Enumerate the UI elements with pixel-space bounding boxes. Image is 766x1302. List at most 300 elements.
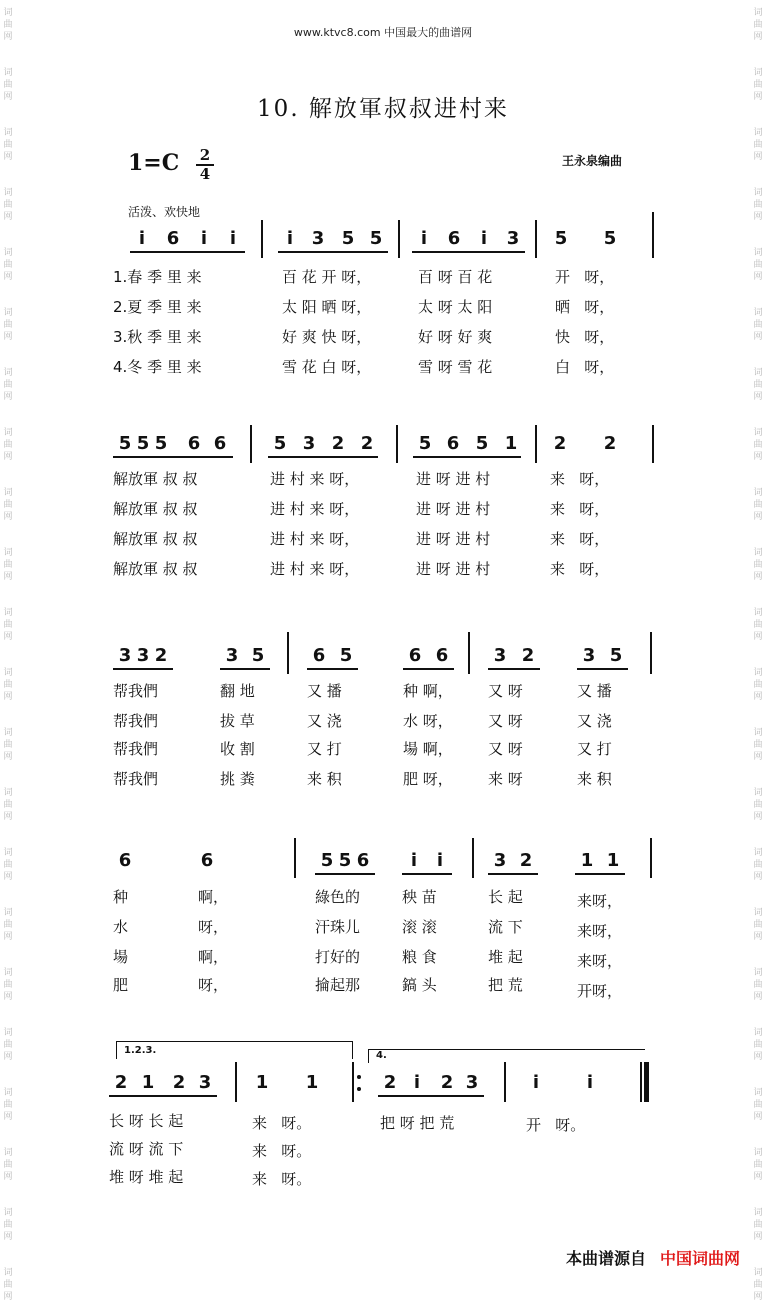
side-watermark-char: 曲 <box>753 620 763 630</box>
side-watermark-char: 网 <box>753 392 763 402</box>
side-watermark-char: 词 <box>753 848 763 858</box>
side-watermark-char: 词 <box>753 8 763 18</box>
lyric: 百 呀 百 花 <box>418 268 493 286</box>
side-watermark-char: 网 <box>3 632 13 642</box>
side-watermark-char: 词 <box>753 1268 763 1278</box>
lyric: 来 呀， <box>550 470 610 488</box>
side-watermark-char: 曲 <box>3 500 13 510</box>
lyric: 长 呀 长 起 <box>109 1112 184 1130</box>
lyric: 滚 滚 <box>402 918 437 936</box>
side-watermark-char: 网 <box>753 932 763 942</box>
side-watermark-char: 曲 <box>753 380 763 390</box>
lyric: 翻 地 <box>220 682 255 700</box>
note: i <box>229 228 237 249</box>
lyric: 又 打 <box>577 740 612 758</box>
side-watermark-char: 网 <box>753 1292 763 1302</box>
side-watermark-char: 曲 <box>753 740 763 750</box>
lyric: 堆 起 <box>488 948 523 966</box>
note: 3 <box>493 850 507 871</box>
lyric: 2.夏 季 里 来 <box>113 298 202 316</box>
note: 1 <box>606 850 620 871</box>
note: 5 <box>339 645 353 666</box>
side-watermark-char: 网 <box>753 692 763 702</box>
note: 2 <box>603 433 617 454</box>
note: 5 <box>554 228 568 249</box>
lyric: 4.冬 季 里 来 <box>113 358 202 376</box>
side-watermark-char: 词 <box>3 1088 13 1098</box>
note: 5 <box>251 645 265 666</box>
side-watermark-char: 词 <box>753 1208 763 1218</box>
side-watermark-char: 曲 <box>3 260 13 270</box>
note: 2 <box>519 850 533 871</box>
lyric: 来 呀， <box>550 560 610 578</box>
note: 2 <box>114 1072 128 1093</box>
lyric: 呀， <box>198 918 229 936</box>
lyric: 汗珠儿 <box>315 918 361 936</box>
side-watermark-char: 网 <box>753 512 763 522</box>
lyric: 解放軍 叔 叔 <box>113 500 198 518</box>
side-watermark-char: 网 <box>3 1232 13 1242</box>
lyric: 进 村 来 呀， <box>270 500 360 518</box>
side-watermark-char: 网 <box>753 752 763 762</box>
side-watermark-char: 网 <box>3 692 13 702</box>
side-watermark-char: 曲 <box>3 320 13 330</box>
side-watermark-char: 曲 <box>753 980 763 990</box>
side-watermark-char: 曲 <box>753 860 763 870</box>
side-watermark-char: 网 <box>3 512 13 522</box>
lyric: 秧 苗 <box>402 888 437 906</box>
lyric: 啊， <box>198 948 229 966</box>
note: 1 <box>504 433 518 454</box>
note: 2 <box>172 1072 186 1093</box>
lyric: 把 荒 <box>488 976 523 994</box>
lyric: 粮 食 <box>402 948 437 966</box>
note: 6 <box>213 433 227 454</box>
note: i <box>286 228 294 249</box>
lyric: 水 <box>113 918 129 936</box>
lyric: 进 呀 进 村 <box>416 500 491 518</box>
note: 6 <box>118 850 132 871</box>
side-watermark-char: 曲 <box>753 920 763 930</box>
side-watermark-char: 词 <box>3 308 13 318</box>
note: 2 <box>440 1072 454 1093</box>
side-watermark-char: 网 <box>3 572 13 582</box>
note: 2 <box>360 433 374 454</box>
side-watermark-left <box>0 0 16 1302</box>
lyric: 雪 呀 雪 花 <box>418 358 493 376</box>
time-signature-bottom: 4 <box>199 165 211 183</box>
side-watermark-char: 词 <box>3 668 13 678</box>
side-watermark-char: 网 <box>753 332 763 342</box>
side-watermark-char: 曲 <box>3 20 13 30</box>
lyric: 掄起那 <box>315 976 361 994</box>
side-watermark-char: 词 <box>3 608 13 618</box>
lyric: 来呀， <box>577 892 623 910</box>
lyric: 解放軍 叔 叔 <box>113 530 198 548</box>
side-watermark-char: 网 <box>3 752 13 762</box>
side-watermark-char: 网 <box>753 572 763 582</box>
side-watermark-char: 网 <box>3 152 13 162</box>
lyric: 1.春 季 里 来 <box>113 268 202 286</box>
lyric: 开 呀。 <box>526 1116 586 1134</box>
source-footer <box>0 1246 740 1269</box>
note: i <box>200 228 208 249</box>
side-watermark-char: 词 <box>753 488 763 498</box>
note: 5 <box>338 850 352 871</box>
lyric: 好 爽 快 呀， <box>282 328 372 346</box>
lyric: 又 呀 <box>488 740 523 758</box>
side-watermark-char: 词 <box>3 368 13 378</box>
side-watermark-char: 词 <box>753 188 763 198</box>
side-watermark-char: 网 <box>3 992 13 1002</box>
side-watermark-char: 词 <box>3 788 13 798</box>
note: 5 <box>118 433 132 454</box>
lyric: 种 啊， <box>403 682 453 700</box>
note: 3 <box>118 645 132 666</box>
side-watermark-char: 词 <box>753 728 763 738</box>
lyric: 場 <box>113 948 129 966</box>
lyric: 流 下 <box>488 918 523 936</box>
lyric: 来 呀 <box>488 770 523 788</box>
note: 5 <box>609 645 623 666</box>
side-watermark-char: 词 <box>753 248 763 258</box>
note: 5 <box>418 433 432 454</box>
lyric: 呀， <box>198 976 229 994</box>
side-watermark-char: 曲 <box>3 380 13 390</box>
side-watermark-char: 词 <box>753 668 763 678</box>
note: 6 <box>408 645 422 666</box>
side-watermark-char: 曲 <box>753 440 763 450</box>
side-watermark-char: 曲 <box>753 1160 763 1170</box>
side-watermark-char: 网 <box>3 932 13 942</box>
note: 5 <box>320 850 334 871</box>
side-watermark-char: 网 <box>753 92 763 102</box>
note: 3 <box>136 645 150 666</box>
side-watermark-char: 曲 <box>753 1220 763 1230</box>
side-watermark-char: 词 <box>753 1028 763 1038</box>
lyric: 来呀， <box>577 952 623 970</box>
lyric: 雪 花 白 呀， <box>282 358 372 376</box>
lyric: 长 起 <box>488 888 523 906</box>
note: 6 <box>435 645 449 666</box>
side-watermark-char: 词 <box>753 128 763 138</box>
side-watermark-right <box>750 0 766 1302</box>
side-watermark-char: 词 <box>753 968 763 978</box>
site-url: www.ktvc8.com 中国最大的曲谱网 <box>293 26 473 39</box>
side-watermark-char: 曲 <box>3 1220 13 1230</box>
lyric: 进 村 来 呀， <box>270 470 360 488</box>
side-watermark-char: 词 <box>3 548 13 558</box>
lyric: 种 <box>113 888 129 906</box>
note: 6 <box>187 433 201 454</box>
note: i <box>138 228 146 249</box>
side-watermark-char: 曲 <box>3 1160 13 1170</box>
lyric: 进 村 来 呀， <box>270 560 360 578</box>
lyric: 太 呀 太 阳 <box>418 298 493 316</box>
side-watermark-char: 曲 <box>753 500 763 510</box>
side-watermark-char: 网 <box>753 1172 763 1182</box>
side-watermark-char: 曲 <box>3 740 13 750</box>
lyric: 来 呀， <box>550 500 610 518</box>
time-signature <box>196 148 214 182</box>
side-watermark-char: 曲 <box>3 860 13 870</box>
side-watermark-char: 网 <box>3 332 13 342</box>
side-watermark-char: 网 <box>3 392 13 402</box>
side-watermark-char: 词 <box>753 1148 763 1158</box>
side-watermark-char: 网 <box>3 812 13 822</box>
side-watermark-char: 曲 <box>3 140 13 150</box>
side-watermark-char: 网 <box>3 92 13 102</box>
lyric: 解放軍 叔 叔 <box>113 470 198 488</box>
lyric: 收 割 <box>220 740 255 758</box>
side-watermark-char: 词 <box>753 428 763 438</box>
side-watermark-char: 曲 <box>3 800 13 810</box>
side-watermark-char: 词 <box>3 1028 13 1038</box>
lyric: 来 呀， <box>550 530 610 548</box>
side-watermark-char: 曲 <box>3 560 13 570</box>
side-watermark-char: 曲 <box>753 1280 763 1290</box>
lyric: 鎬 头 <box>402 976 437 994</box>
lyric: 拔 草 <box>220 712 255 730</box>
lyric: 帮我們 <box>113 740 159 758</box>
note: 5 <box>273 433 287 454</box>
lyric: 綠色的 <box>315 888 361 906</box>
note: 3 <box>506 228 520 249</box>
note: 2 <box>521 645 535 666</box>
note: 1 <box>141 1072 155 1093</box>
lyric: 来呀， <box>577 922 623 940</box>
song-title: 10. 解放軍叔叔进村来 <box>257 96 509 122</box>
side-watermark-char: 曲 <box>753 140 763 150</box>
side-watermark-char: 曲 <box>753 260 763 270</box>
side-watermark-char: 曲 <box>753 80 763 90</box>
side-watermark-char: 网 <box>753 632 763 642</box>
side-watermark-char: 曲 <box>753 320 763 330</box>
lyric: 开呀， <box>577 982 623 1000</box>
lyric: 把 呀 把 荒 <box>380 1114 455 1132</box>
side-watermark-char: 曲 <box>3 980 13 990</box>
lyric: 快 呀， <box>555 328 615 346</box>
side-watermark-char: 词 <box>753 908 763 918</box>
side-watermark-char: 词 <box>3 188 13 198</box>
note: i <box>532 1072 540 1093</box>
side-watermark-char: 词 <box>753 308 763 318</box>
lyric: 又 打 <box>307 740 342 758</box>
side-watermark-char: 网 <box>753 452 763 462</box>
lyric: 晒 呀， <box>555 298 615 316</box>
note: 2 <box>553 433 567 454</box>
note: 6 <box>166 228 180 249</box>
lyric: 帮我們 <box>113 682 159 700</box>
side-watermark-char: 曲 <box>753 680 763 690</box>
lyric: 流 呀 流 下 <box>109 1140 184 1158</box>
side-watermark-char: 词 <box>753 788 763 798</box>
side-watermark-char: 词 <box>3 248 13 258</box>
lyric: 肥 呀， <box>403 770 453 788</box>
lyric: 又 呀 <box>488 712 523 730</box>
side-watermark-char: 曲 <box>3 80 13 90</box>
lyric: 水 呀， <box>403 712 453 730</box>
side-watermark-char: 网 <box>3 1172 13 1182</box>
note: i <box>410 850 418 871</box>
note: 5 <box>136 433 150 454</box>
lyric: 又 呀 <box>488 682 523 700</box>
side-watermark-char: 词 <box>3 848 13 858</box>
side-watermark-char: 词 <box>753 608 763 618</box>
note: 3 <box>198 1072 212 1093</box>
side-watermark-char: 词 <box>753 1088 763 1098</box>
side-watermark-char: 网 <box>753 812 763 822</box>
note: 2 <box>331 433 345 454</box>
side-watermark-char: 网 <box>3 872 13 882</box>
side-watermark-char: 曲 <box>753 1100 763 1110</box>
side-watermark-char: 词 <box>3 968 13 978</box>
volta-first-ending: 1.2.3. <box>124 1045 157 1056</box>
note: 6 <box>200 850 214 871</box>
lyric: 百 花 开 呀， <box>282 268 372 286</box>
note: 2 <box>154 645 168 666</box>
side-watermark-char: 网 <box>753 992 763 1002</box>
side-watermark-char: 网 <box>753 1112 763 1122</box>
note: i <box>436 850 444 871</box>
lyric: 进 呀 进 村 <box>416 530 491 548</box>
lyric: 帮我們 <box>113 770 159 788</box>
side-watermark-char: 词 <box>753 68 763 78</box>
side-watermark-char: 词 <box>3 128 13 138</box>
lyric: 进 村 来 呀， <box>270 530 360 548</box>
side-watermark-char: 词 <box>3 68 13 78</box>
note: i <box>480 228 488 249</box>
side-watermark-char: 网 <box>753 1232 763 1242</box>
side-watermark-char: 词 <box>753 548 763 558</box>
note: 1 <box>255 1072 269 1093</box>
side-watermark-char: 词 <box>3 428 13 438</box>
lyric: 啊， <box>198 888 229 906</box>
lyric: 帮我們 <box>113 712 159 730</box>
note: 1 <box>580 850 594 871</box>
side-watermark-char: 网 <box>753 872 763 882</box>
side-watermark-char: 曲 <box>753 1040 763 1050</box>
note: 6 <box>446 433 460 454</box>
lyric: 进 呀 进 村 <box>416 470 491 488</box>
side-watermark-char: 曲 <box>3 680 13 690</box>
side-watermark-char: 曲 <box>3 1280 13 1290</box>
note: 5 <box>475 433 489 454</box>
lyric: 来 积 <box>307 770 342 788</box>
side-watermark-char: 网 <box>753 212 763 222</box>
side-watermark-char: 曲 <box>753 560 763 570</box>
side-watermark-char: 曲 <box>3 1040 13 1050</box>
side-watermark-char: 词 <box>3 1208 13 1218</box>
lyric: 来 呀。 <box>252 1142 312 1160</box>
lyric: 又 浇 <box>577 712 612 730</box>
lyric: 肥 <box>113 976 129 994</box>
lyric: 又 浇 <box>307 712 342 730</box>
side-watermark-char: 网 <box>753 1052 763 1062</box>
lyric: 打好的 <box>315 948 361 966</box>
side-watermark-char: 词 <box>3 1148 13 1158</box>
lyric: 来 呀。 <box>252 1114 312 1132</box>
lyric: 开 呀， <box>555 268 615 286</box>
note: 3 <box>493 645 507 666</box>
lyric: 白 呀， <box>555 358 615 376</box>
note: 2 <box>383 1072 397 1093</box>
side-watermark-char: 曲 <box>753 200 763 210</box>
time-signature-top: 2 <box>199 146 211 164</box>
composer: 王永泉编曲 <box>562 154 623 168</box>
note: i <box>586 1072 594 1093</box>
side-watermark-char: 网 <box>3 1292 13 1302</box>
side-watermark-char: 词 <box>753 368 763 378</box>
side-watermark-char: 网 <box>3 1112 13 1122</box>
note: 3 <box>582 645 596 666</box>
note: 3 <box>311 228 325 249</box>
lyric: 来 积 <box>577 770 612 788</box>
lyric: 堆 呀 堆 起 <box>109 1168 184 1186</box>
side-watermark-char: 词 <box>3 728 13 738</box>
side-watermark-char: 网 <box>3 32 13 42</box>
side-watermark-char: 曲 <box>3 920 13 930</box>
side-watermark-char: 词 <box>3 908 13 918</box>
lyric: 又 播 <box>577 682 612 700</box>
note: i <box>413 1072 421 1093</box>
side-watermark-char: 网 <box>3 272 13 282</box>
lyric: 来 呀。 <box>252 1170 312 1188</box>
side-watermark-char: 网 <box>3 452 13 462</box>
note: 6 <box>356 850 370 871</box>
side-watermark-char: 网 <box>753 152 763 162</box>
note: 6 <box>447 228 461 249</box>
side-watermark-char: 网 <box>753 272 763 282</box>
key-signature: 1=C <box>128 150 180 176</box>
side-watermark-char: 曲 <box>3 200 13 210</box>
tempo-marking: 活泼、欢快地 <box>128 205 201 219</box>
note: 3 <box>465 1072 479 1093</box>
side-watermark-char: 曲 <box>753 800 763 810</box>
note: 6 <box>312 645 326 666</box>
side-watermark-char: 网 <box>753 32 763 42</box>
note: 3 <box>302 433 316 454</box>
source-site-link[interactable]: 中国词曲网 <box>659 1249 740 1268</box>
lyric: 3.秋 季 里 来 <box>113 328 202 346</box>
note: 5 <box>154 433 168 454</box>
lyric: 又 播 <box>307 682 342 700</box>
note: 1 <box>305 1072 319 1093</box>
note: 5 <box>369 228 383 249</box>
side-watermark-char: 网 <box>3 1052 13 1062</box>
side-watermark-char: 词 <box>3 488 13 498</box>
volta-second-ending: 4. <box>376 1050 387 1061</box>
side-watermark-char: 曲 <box>753 20 763 30</box>
note: i <box>420 228 428 249</box>
source-label: 本曲谱源自 <box>565 1249 646 1268</box>
side-watermark-char: 曲 <box>3 620 13 630</box>
side-watermark-char: 曲 <box>3 440 13 450</box>
note: 5 <box>341 228 355 249</box>
lyric: 好 呀 好 爽 <box>418 328 493 346</box>
lyric: 解放軍 叔 叔 <box>113 560 198 578</box>
side-watermark-char: 词 <box>3 1268 13 1278</box>
lyric: 太 阳 晒 呀， <box>282 298 372 316</box>
side-watermark-char: 网 <box>3 212 13 222</box>
note: 5 <box>603 228 617 249</box>
lyric: 場 啊， <box>403 740 453 758</box>
lyric: 进 呀 进 村 <box>416 560 491 578</box>
side-watermark-char: 曲 <box>3 1100 13 1110</box>
side-watermark-char: 词 <box>3 8 13 18</box>
note: 3 <box>225 645 239 666</box>
lyric: 挑 粪 <box>220 770 255 788</box>
